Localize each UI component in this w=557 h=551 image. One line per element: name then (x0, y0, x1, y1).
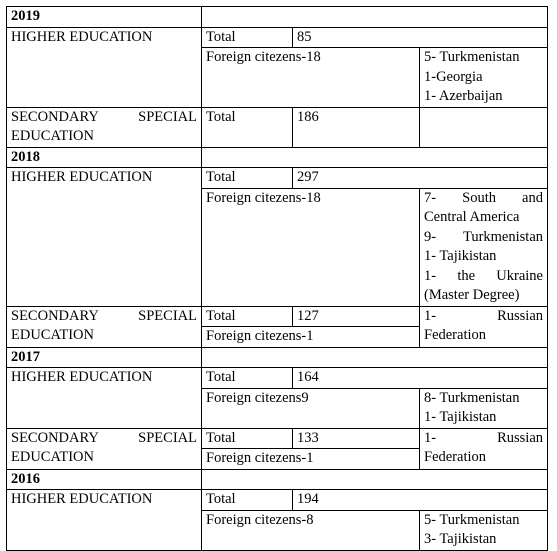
countries-cell (420, 388, 548, 428)
total-value: 133 (293, 428, 420, 449)
table-row (7, 27, 548, 48)
total-label: Total (202, 306, 293, 327)
countries-cell (420, 188, 548, 306)
countries-cell (420, 306, 548, 347)
level-label: SECONDARY SPECIAL EDUCATION (7, 107, 202, 147)
total-value: 85 (293, 27, 548, 48)
level-label: HIGHER EDUCATION (7, 168, 202, 307)
country-line: 7- South and (424, 189, 543, 206)
country-line: 9- Turkmenistan (424, 228, 543, 245)
total-label: Total (202, 368, 293, 389)
country-line: 1- Russian (424, 429, 543, 446)
total-value: 186 (293, 107, 420, 147)
country-line: 8- Turkmenistan (424, 389, 520, 406)
country-line: 1-Georgia (424, 68, 483, 85)
country-line: 1- Russian (424, 307, 543, 324)
education-statistics-table (6, 6, 548, 551)
country-line: 1- Azerbaijan (424, 88, 503, 104)
total-value: 164 (293, 368, 548, 389)
table-row (7, 107, 548, 147)
foreign-citizens: Foreign citezens9 (202, 388, 420, 428)
table-row (7, 428, 548, 449)
country-line: 3- Tajikistan (424, 531, 497, 547)
year-label: 2019 (7, 7, 202, 28)
country-line: 5- Turkmenistan (424, 511, 520, 528)
table-row (7, 306, 548, 327)
table-row (7, 368, 548, 389)
total-label: Total (202, 490, 293, 511)
country-line: Central America (424, 209, 520, 225)
year-row-2016 (7, 469, 548, 490)
year-row-2017 (7, 347, 548, 368)
year-label: 2016 (7, 469, 202, 490)
total-value: 297 (293, 168, 548, 189)
foreign-citizens: Foreign citezens-18 (202, 48, 420, 108)
table-row (7, 168, 548, 189)
total-label: Total (202, 428, 293, 449)
country-line: Federation (424, 327, 487, 343)
total-label: Total (202, 27, 293, 48)
level-label: HIGHER EDUCATION (7, 368, 202, 429)
country-line: 1- the Ukraine (424, 267, 543, 284)
total-label: Total (202, 168, 293, 189)
country-line: Federation (424, 449, 487, 465)
total-value: 127 (293, 306, 420, 327)
countries-cell (420, 48, 548, 108)
countries-cell (420, 428, 548, 469)
year-row-2019 (7, 7, 548, 28)
foreign-citizens: Foreign citezens-18 (202, 188, 420, 306)
year-label: 2017 (7, 347, 202, 368)
country-line: 5- Turkmenistan (424, 49, 520, 65)
table-row (7, 490, 548, 511)
total-value: 194 (293, 490, 548, 511)
year-label: 2018 (7, 147, 202, 168)
foreign-citizens: Foreign citezens-1 (202, 449, 420, 470)
country-line: 1- Tajikistan (424, 409, 497, 425)
level-label: SECONDARY SPECIAL EDUCATION (7, 428, 202, 469)
total-label: Total (202, 107, 293, 147)
foreign-citizens: Foreign citezens-1 (202, 327, 420, 348)
countries-cell (420, 510, 548, 550)
country-line: 1- Tajikistan (424, 248, 497, 264)
foreign-citizens: Foreign citezens-8 (202, 510, 420, 550)
year-row-2018 (7, 147, 548, 168)
country-line: (Master Degree) (424, 287, 520, 303)
level-label: HIGHER EDUCATION (7, 27, 202, 107)
level-label: SECONDARY SPECIAL EDUCATION (7, 306, 202, 347)
level-label: HIGHER EDUCATION (7, 490, 202, 551)
